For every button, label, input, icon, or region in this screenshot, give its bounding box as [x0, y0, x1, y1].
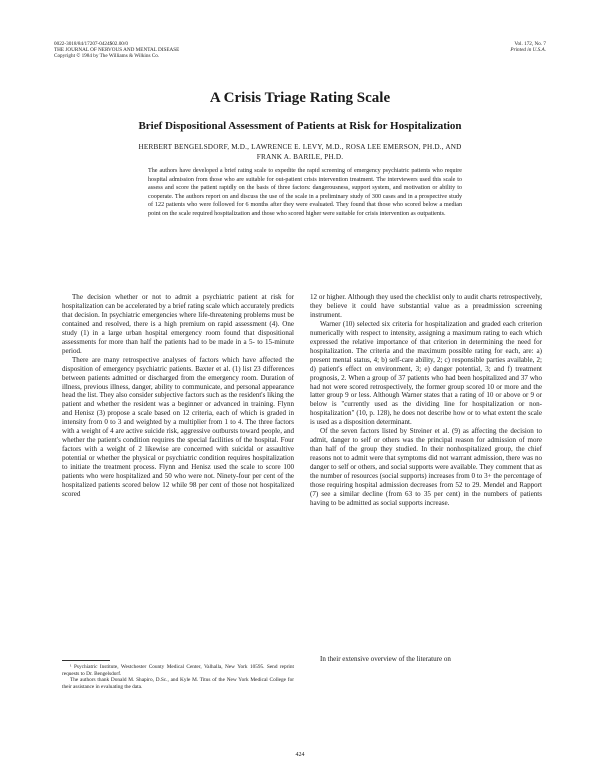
body-column-right: [310, 293, 542, 655]
footnote-acknowledgment: The authors thank Donald M. Shapiro, D.Sc., and Kyle M. Titus of the New York Medical College for their assistance in evaluating the data.: [62, 677, 294, 690]
volume-header: [386, 41, 546, 53]
article-title: A Crisis Triage Rating Scale: [209, 90, 391, 106]
article-subtitle: Brief Dispositional Assessment of Patients at Risk for Hospitalization: [138, 120, 462, 132]
paragraph: There are many retrospective analyses of factors which have affected the disposition of emergency psychiatric patients. Baxter et al. (1) list 23 differences between patients admitted or discharged from the emergency room. Duration of illness, previous illness, danger, ability to communicate, and personal appearance head the list. They also consider subjective factors such as the resident's liking the patient and whether the resident was a beginner or advanced in training. Flynn and Henisz (3) propose a scale based on 12 criteria, each of which is graded in intensity from 0 to 3 and weighted by a multiplier from 1 to 4. The three factors with a weight of 4 are active suicide risk, aggressive outbursts toward people, and whether the patient's condition requires the special facilities of the hospital. Four factors with a weight of 2 likewise are concerned with suicidal or assaultive potential or whether the physical or psychiatric condition requires hospitalization to initiate the treatment process. Flynn and Henisz used the scale to score 100 patients who were hospitalized and 50 who were not. Ninety-four per cent of the hospitalized patients scored below 12 while 98 per cent of those not hospitalized scored: [62, 355, 294, 498]
printed-info: Printed in U.S.A.: [510, 47, 546, 54]
footnote-affiliation: ¹ Psychiatric Institute, Westchester County Medical Center, Valhalla, New York 10595. Send reprint requests to Dr. Bengelsdorf.: [62, 664, 294, 677]
volume-info: Vol. 172, No. 7: [514, 41, 546, 47]
authors-line-2: FRANK A. BARILE, PH.D.: [256, 153, 344, 161]
abstract: The authors have developed a brief rating scale to expedite the rapid screening of emergency psychiatric patients who require hospital admission from those who are suitable for out-patient crisis intervention treatment. The interviewers used this scale to assess and score the patient rapidly on the basis of three factors: dangerousness, support system, and motivation or ability to cooperate. The authors report on and discuss the use of the scale in a preliminary study of 300 cases and in a prospective study of 122 patients who were followed for 6 months after they were evaluated. They found that those who scored below a median point on the scale required hospitalization and those who scored higher were suitable for crisis intervention as outpatients.: [148, 168, 462, 217]
paragraph: The decision whether or not to admit a psychiatric patient at risk for hospitalization can be accelerated by a brief rating scale which accurately predicts that decision. In psychiatric emergencies where life-threatening problems must be contained and resolved, there is a high premium on rapid assessment (4). One study (1) in a large urban hospital emergency room found that dispositional assessments for more than half the patients had to be made in a 5- to 15-minute period.: [62, 293, 294, 355]
paragraph: In their extensive overview of the literature on: [320, 655, 451, 663]
header-line: THE JOURNAL OF NERVOUS AND MENTAL DISEASE: [54, 47, 180, 54]
header-line: Copyright © 1984 by The Williams & Wilkins Co.: [54, 53, 160, 60]
paragraph: Of the seven factors listed by Streiner et al. (9) as affecting the decision to admit, danger to self or others was the principal reason for admission of more than half of the group they studied. In their nonhospitalized group, the chief reasons not to admit were that symptoms did not warrant admission, there was no danger to self or others, and social supports were available. They comment that as the number of resources (social supports) increases from 0 to 3+ the percentage of those requiring hospital admission decreases from 52 to 29. Mendel and Rapport (7) see a similar decline (from 63 to 35 per cent) in the numbers of patients having to be admitted as social supports increase.: [310, 427, 542, 507]
footnotes: [62, 664, 294, 690]
journal-header: [54, 41, 284, 60]
footnote-divider: [62, 660, 110, 661]
paragraph: 12 or higher. Although they used the checklist only to audit charts retrospectively, they believe it could have substantial value as a preadmission screening instrument.: [310, 293, 542, 319]
paragraph: Warner (10) selected six criteria for hospitalization and graded each criterion numerically with respect to intensity, assigning a maximum rating to each which expressed the relative importance of that criterion in determining the need for hospitalization. The criteria and the maximum possible rating for each, are: a) present mental status, 4; b) self-care ability, 2; c) responsible parties available, 2; d) patient's effect on environment, 3; e) danger potential, 3; and f) treatment prognosis, 2. When a group of 37 patients who had been hospitalized and 37 who had not were scored retrospectively, the former group scored 10 or more and the latter group 9 or less. Although Warner states that a rating of 10 or above or 9 or below is "currently used as the dividing line for hospitalization or non-hospitalization" (10, p. 128), he does not describe how or to what extent the scale is used as a disposition determinant.: [310, 319, 542, 427]
body-column-right-continued: [310, 655, 542, 664]
body-column-left: [62, 293, 294, 655]
authors-line-1: HERBERT BENGELSDORF, M.D., LAWRENCE E. LEVY, M.D., ROSA LEE EMERSON, PH.D., AND: [138, 143, 462, 151]
author-list: [90, 142, 510, 162]
header-line: 0022-3018/84/17207-0424$02.00/0: [54, 41, 128, 47]
page-number: 424: [295, 752, 305, 758]
